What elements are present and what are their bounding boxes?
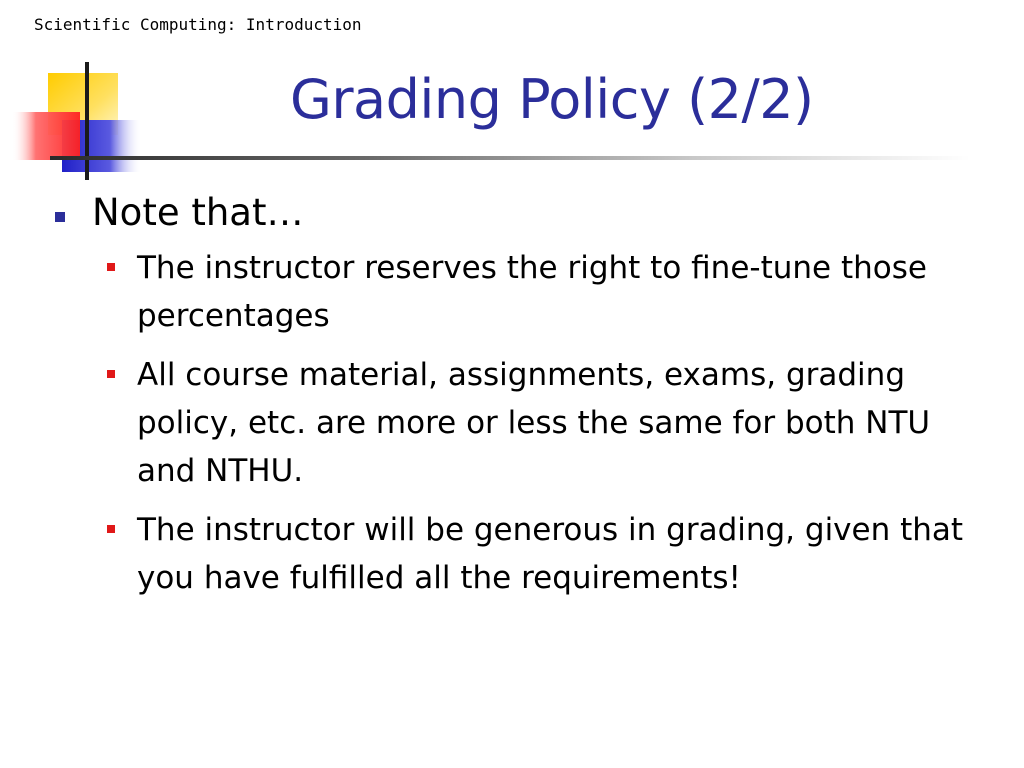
sub-bullet-text: All course material, assignments, exams, grading policy, etc. are more or less the same for both NTU and NTHU. xyxy=(137,357,931,489)
square-bullet-icon xyxy=(107,263,115,271)
square-bullet-icon xyxy=(107,525,115,533)
sub-bullet-text: The instructor reserves the right to fine-tune those percentages xyxy=(137,250,927,334)
square-bullet-icon xyxy=(107,370,115,378)
bullet-text: Note that… xyxy=(92,191,304,234)
title-divider xyxy=(50,156,970,160)
sub-bullet-list xyxy=(107,244,1005,602)
sub-bullet-item xyxy=(107,351,1005,495)
logo-icon xyxy=(0,0,160,190)
square-bullet-icon xyxy=(55,212,65,222)
sub-bullet-item xyxy=(107,244,1005,340)
bullet-item xyxy=(55,190,1005,236)
slide-title: Grading Policy (2/2) xyxy=(290,68,814,131)
sub-bullet-item xyxy=(107,506,1005,602)
sub-bullet-text: The instructor will be generous in grading, given that you have fulfilled all the requirements! xyxy=(137,512,964,596)
slide-body xyxy=(55,190,1005,613)
course-header: Scientific Computing: Introduction xyxy=(34,15,362,34)
